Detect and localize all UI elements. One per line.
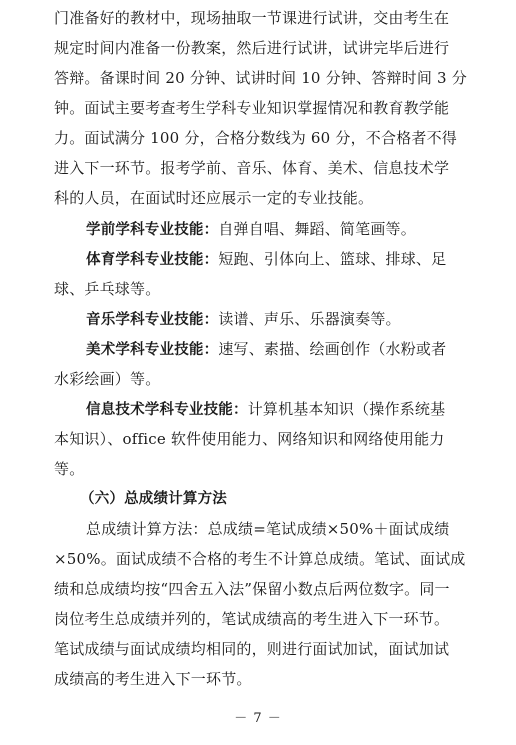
intro-line-4: 钟。面试主要考查考生学科专业知识掌握情况和教育教学能 bbox=[54, 99, 450, 117]
section-heading: （六）总成绩计算方法 bbox=[80, 491, 227, 507]
skill-art-continued: 水彩绘画）等。 bbox=[54, 370, 161, 388]
intro-line-5: 力。面试满分 100 分，合格分数线为 60 分，不合格者不得 bbox=[54, 129, 457, 147]
skill-art-text: 速写、素描、绘画创作（水粉或者 bbox=[218, 340, 447, 358]
page-number: － 7 － bbox=[234, 711, 282, 726]
section-line-2: ×50%。面试成绩不合格的考生不计算总成绩。笔试、面试成 bbox=[54, 550, 466, 568]
intro-line-3: 答辩。备课时间 20 分钟、试讲时间 10 分钟、答辩时间 3 分 bbox=[54, 69, 467, 87]
skill-it-continued-2: 等。 bbox=[54, 460, 85, 478]
skill-it bbox=[86, 399, 445, 420]
skill-it-text: 计算机基本知识（操作系统基 bbox=[247, 400, 446, 418]
intro-line-1: 门准备好的教材中，现场抽取一节课进行试讲，交由考生在 bbox=[54, 9, 450, 27]
section-line-3: 绩和总成绩均按“四舍五入法”保留小数点后两位数字。同一 bbox=[54, 580, 450, 598]
skill-music-label: 音乐学科专业技能： bbox=[86, 312, 219, 328]
skill-preschool-text: 自弹自唱、舞蹈、简笔画等。 bbox=[218, 220, 416, 238]
skill-art bbox=[86, 339, 446, 360]
skill-art-label: 美术学科专业技能： bbox=[86, 342, 219, 358]
intro-line-6: 进入下一环节。报考学前、音乐、体育、美术、信息技术学 bbox=[54, 159, 450, 177]
skill-pe-text: 短跑、引体向上、篮球、排球、足 bbox=[218, 250, 447, 268]
skill-preschool bbox=[86, 219, 416, 240]
section-line-1: 总成绩计算方法：总成绩=笔试成绩×50%＋面试成绩 bbox=[86, 520, 450, 538]
skill-pe-label: 体育学科专业技能： bbox=[86, 252, 219, 268]
skill-preschool-label: 学前学科专业技能： bbox=[86, 222, 219, 238]
intro-line-7: 科的人员，在面试时还应展示一定的专业技能。 bbox=[54, 189, 374, 207]
skill-pe bbox=[86, 249, 446, 270]
skill-pe-continued: 球、乒乓球等。 bbox=[54, 280, 161, 298]
skill-music-text: 读谱、声乐、乐器演奏等。 bbox=[218, 310, 401, 328]
skill-it-label: 信息技术学科专业技能： bbox=[86, 402, 248, 418]
skill-music bbox=[86, 309, 401, 330]
skill-it-continued-1: 本知识）、office 软件使用能力、网络知识和网络使用能力 bbox=[54, 430, 445, 448]
section-line-5: 笔试成绩与面试成绩均相同的，则进行面试加试，面试加试 bbox=[54, 640, 450, 658]
intro-line-2: 规定时间内准备一份教案，然后进行试讲，试讲完毕后进行 bbox=[54, 39, 450, 57]
section-line-4: 岗位考生总成绩并列的，笔试成绩高的考生进入下一环节。 bbox=[54, 610, 450, 628]
section-line-6: 成绩高的考生进入下一环节。 bbox=[54, 670, 252, 688]
